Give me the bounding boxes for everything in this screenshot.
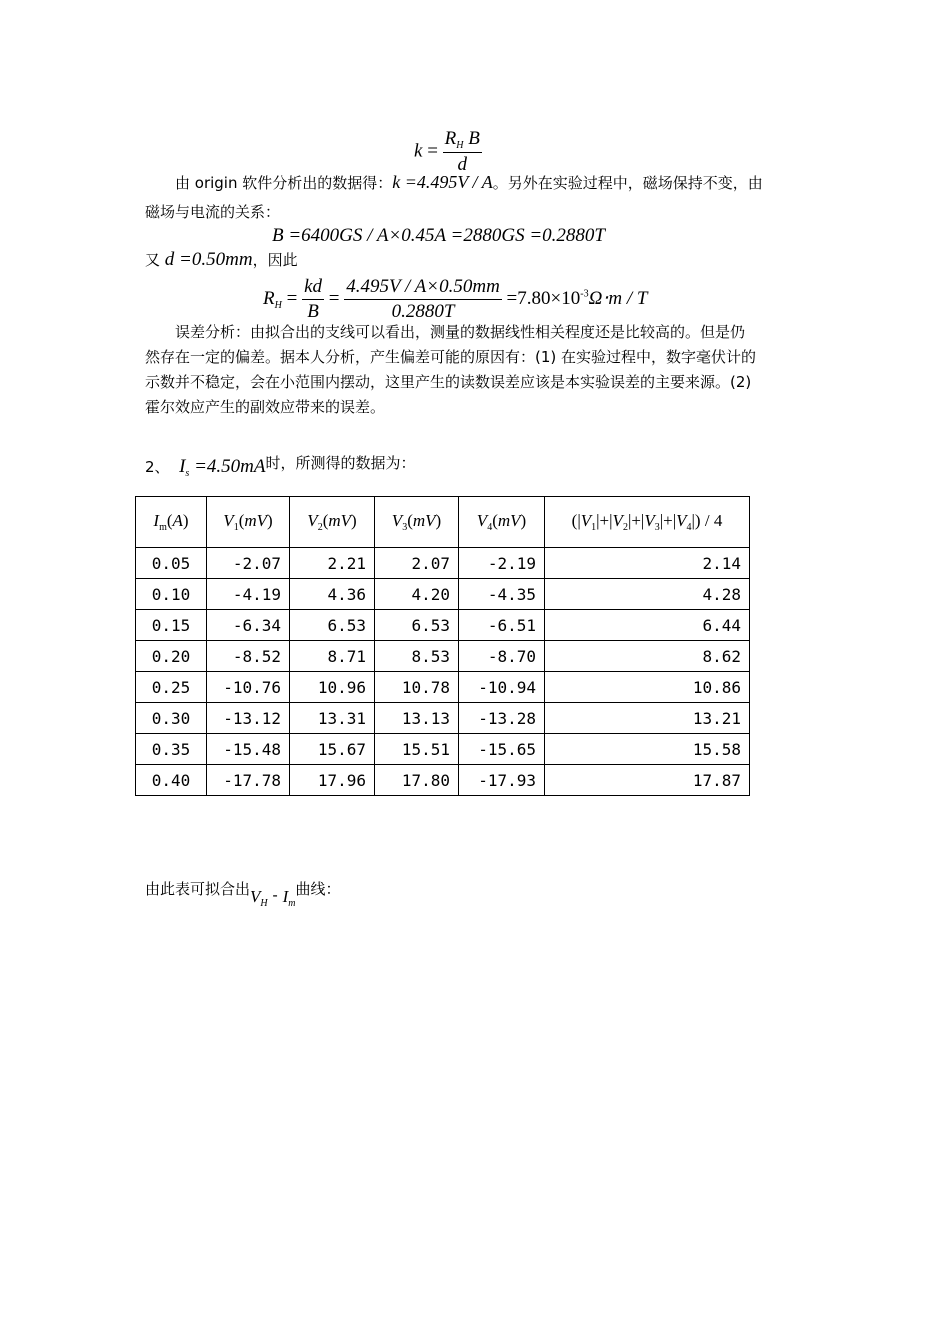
frac-values: $\frac{4.495V / A\times 0.50mm}{0.2880T}$ <box>346 276 500 322</box>
table-cell: -13.12 <box>207 703 290 734</box>
error-line-4: 霍尔效应产生的副效应带来的误差。 <box>145 398 386 416</box>
table-cell: -6.34 <box>207 610 290 641</box>
table-cell: 0.30 <box>136 703 207 734</box>
table-cell: 13.31 <box>290 703 375 734</box>
data-table <box>135 496 750 796</box>
rh-result: $=7.80\times 10^{-3}\Omega\cdot m / T$ <box>506 287 648 309</box>
table-cell: 4.28 <box>545 579 750 610</box>
table-cell: -13.28 <box>459 703 545 734</box>
table-cell: 0.20 <box>136 641 207 672</box>
table-cell: -17.78 <box>207 765 290 796</box>
table-row <box>136 703 750 734</box>
table-cell: 6.53 <box>290 610 375 641</box>
table-cell: -2.19 <box>459 548 545 579</box>
table-cell: 2.21 <box>290 548 375 579</box>
header-Im: $I_m(A)$ <box>136 497 207 548</box>
table-cell: 17.80 <box>375 765 459 796</box>
formula-k <box>414 128 482 176</box>
para-origin-line2: 磁场与电流的关系： <box>145 203 281 221</box>
table-cell: 6.44 <box>545 610 750 641</box>
table-row <box>136 579 750 610</box>
table-body <box>136 548 750 796</box>
header-V3: $V_3(mV)$ <box>375 497 459 548</box>
table-cell: 0.25 <box>136 672 207 703</box>
table-cell: 4.20 <box>375 579 459 610</box>
table-cell: 4.36 <box>290 579 375 610</box>
table-cell: 0.05 <box>136 548 207 579</box>
table-cell: -8.70 <box>459 641 545 672</box>
table-cell: -8.52 <box>207 641 290 672</box>
equation-RH: $R_H$ = $\frac{kd}{B}$ = $\frac{4.495V / A\times 0.50mm}{0.2880T}$ $=7.80\times 10^{-3}\Omega\cdot m / T$ <box>263 276 648 322</box>
para-origin: 由 origin 软件分析出的数据得：k =4.495V / A。另外在实验过程中，磁场保持不变，由 <box>175 172 763 192</box>
table-row <box>136 610 750 641</box>
table-cell: -15.48 <box>207 734 290 765</box>
table-cell: -4.35 <box>459 579 545 610</box>
header-V1: $V_1(mV)$ <box>207 497 290 548</box>
table-cell: 0.35 <box>136 734 207 765</box>
table-cell: 10.96 <box>290 672 375 703</box>
section-2-heading: 2、 $I_s =4.50mA$时，所测得的数据为： <box>145 454 416 479</box>
table-cell: 13.13 <box>375 703 459 734</box>
table-row <box>136 734 750 765</box>
table-cell: 10.78 <box>375 672 459 703</box>
error-analysis <box>145 320 815 420</box>
error-line-2: 然存在一定的偏差。据本人分析，产生偏差可能的原因有：(1) 在实验过程中，数字毫伏计的 <box>145 348 757 366</box>
header-V2: $V_2(mV)$ <box>290 497 375 548</box>
table-cell: 15.58 <box>545 734 750 765</box>
table-cell: 10.86 <box>545 672 750 703</box>
fit-line-text: 由此表可拟合出$V_H - I_m$曲线： <box>145 880 341 909</box>
d-value: d =0.50mm <box>164 249 253 270</box>
line-d: 又 d =0.50mm，因此 <box>145 249 298 270</box>
table-cell: -6.51 <box>459 610 545 641</box>
table-cell: -2.07 <box>207 548 290 579</box>
table-row <box>136 672 750 703</box>
table-cell: 2.14 <box>545 548 750 579</box>
table-cell: 0.40 <box>136 765 207 796</box>
error-line-1: 误差分析：由拟合出的支线可以看出，测量的数据线性相关程度还是比较高的。但是仍 <box>175 323 746 341</box>
table-row <box>136 765 750 796</box>
table-cell: 15.67 <box>290 734 375 765</box>
formula-k-denominator: d <box>457 154 467 175</box>
frac-kd-B: $\frac{kd}{B}$ <box>304 276 322 322</box>
equation-B: B =6400GS / A×0.45A =2880GS =0.2880T <box>272 225 605 246</box>
table-cell: 0.15 <box>136 610 207 641</box>
table-header-row <box>136 497 750 548</box>
table-cell: 2.07 <box>375 548 459 579</box>
table-cell: 17.87 <box>545 765 750 796</box>
table-cell: 0.10 <box>136 579 207 610</box>
formula-k-fraction <box>443 128 482 176</box>
k-value: k =4.495V / A <box>392 172 493 192</box>
formula-k-eq: = <box>427 140 438 162</box>
table-cell: 15.51 <box>375 734 459 765</box>
formula-k-lhs: k <box>414 140 423 162</box>
table-cell: 8.71 <box>290 641 375 672</box>
formula-k-numerator: $R_H$ B <box>444 128 480 151</box>
error-line-3: 示数并不稳定，会在小范围内摆动，这里产生的读数误差应该是本实验误差的主要来源。(2) <box>145 373 752 391</box>
header-V4: $V_4(mV)$ <box>459 497 545 548</box>
table-cell: 8.62 <box>545 641 750 672</box>
table-cell: -10.94 <box>459 672 545 703</box>
table-cell: -10.76 <box>207 672 290 703</box>
table-cell: 13.21 <box>545 703 750 734</box>
table-cell: -15.65 <box>459 734 545 765</box>
header-average: $(|V_1|+|V_2|+|V_3|+|V_4|) / 4$ <box>545 497 750 548</box>
table-row <box>136 548 750 579</box>
table-cell: 8.53 <box>375 641 459 672</box>
table-cell: 17.96 <box>290 765 375 796</box>
table-row <box>136 641 750 672</box>
table-cell: -4.19 <box>207 579 290 610</box>
table-cell: 6.53 <box>375 610 459 641</box>
table-cell: -17.93 <box>459 765 545 796</box>
